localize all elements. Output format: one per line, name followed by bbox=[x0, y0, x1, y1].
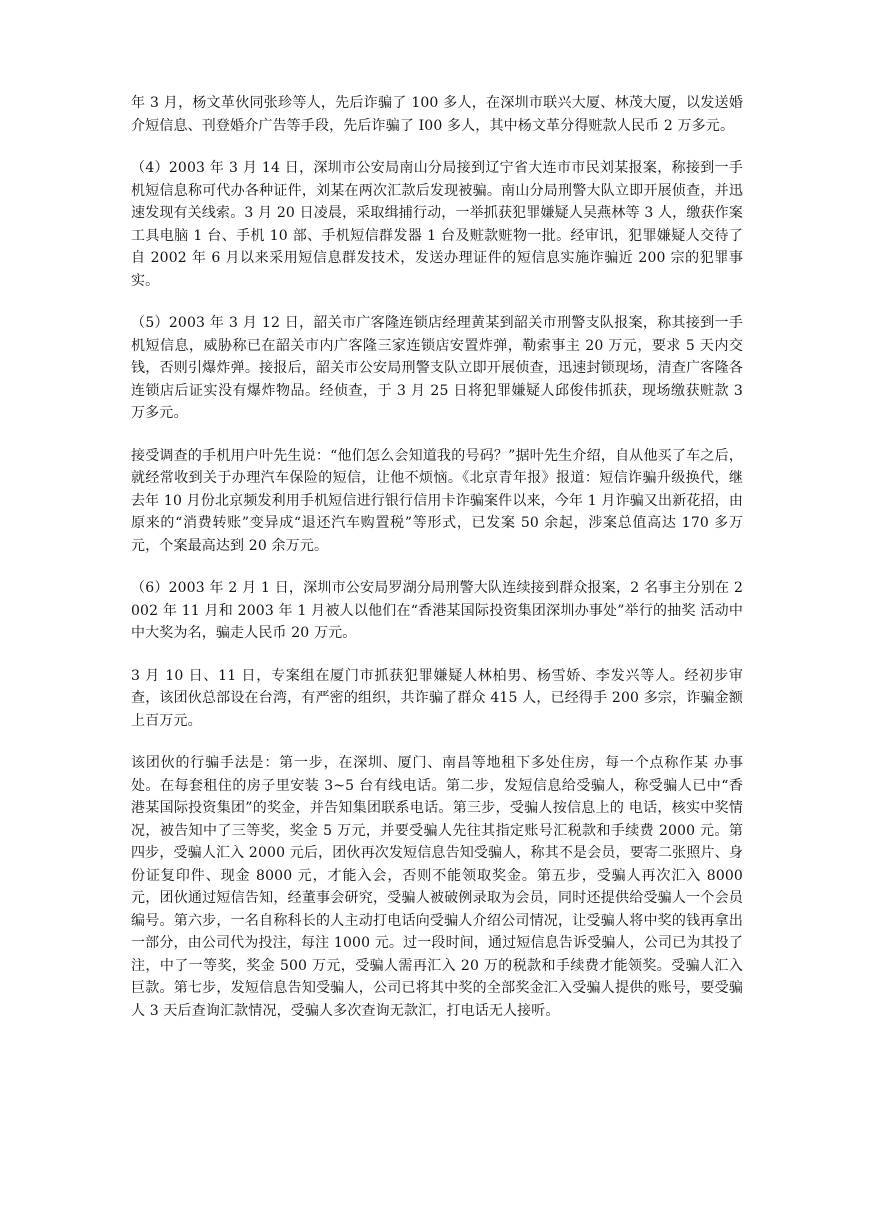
paragraph-1: 年 3 月，杨文革伙同张珍等人，先后诈骗了 100 多人，在深圳市联兴大厦、林茂大厦，以发送婚介短信息、刊登婚介广告等手段，先后诈骗了 I00 多人，其中杨文革分得赃款人民币 2 万多元。 bbox=[131, 95, 743, 134]
paragraph-2: （4）2003 年 3 月 14 日，深圳市公安局南山分局接到辽宁省大连市市民刘某报案，称接到一手机短信息称可代办各种证件，刘某在两次汇款后发现被骗。南山分局刑警大队立即开展侦查，并迅速发现有关线索。3 月 20 日凌晨，采取缉捕行动，一举抓获犯罪嫌疑人吴燕林等 3 人，缴获作案工具电脑 1 台、手机 10 部、手机短信群发器 1 台及赃款赃物一批。经审讯，犯罪嫌疑人交待了自 2002 年 6 月以来采用短信息群发技术，发送办理证件的短信息实施诈骗近 200 宗的犯罪事实。 bbox=[131, 160, 743, 289]
document-page bbox=[131, 92, 743, 1042]
paragraph-5: （6）2003 年 2 月 1 日，深圳市公安局罗湖分局刑警大队连续接到群众报案，2 名事主分别在 2002 年 11 月和 2003 年 1 月被人以他们在“香港某国际投资集团深圳办事处”举行的抽奖 活动中中大奖为名，骗走人民币 20 万元。 bbox=[131, 580, 743, 641]
paragraph-7: 该团伙的行骗手法是：第一步，在深圳、厦门、南昌等地租下多处住房，每一个点称作某 办事处。在每套租住的房子里安装 3~5 台有线电话。第二步，发短信息给受骗人，称受骗人已中“香港某国际投资集团”的奖金，并告知集团联系电话。第三步，受骗人按信息上的 电话，核实中奖情况，被告知中了三等奖，奖金 5 万元，并要受骗人先往其指定账号汇税款和手续费 2000 元。第四步，受骗人汇入 2000 元后，团伙再次发短信息告知受骗人，称其不是会员，要寄二张照片、身份证复印件、现金 8000 元，才能入会，否则不能领取奖金。第五步，受骗人再次汇入 8000 元，团伙通过短信告知，经董事会研究，受骗人被破例录取为会员，同时还提供给受骗人一个会员编号。第六步，一名自称科长的人主动打电话向受骗人介绍公司情况，让受骗人将中奖的钱再拿出一部分，由公司代为投注，每注 1000 元。过一段时间，通过短信息告诉受骗人，公司已为其投了注，中了一等奖，奖金 500 万元，受骗人需再汇入 20 万的税款和手续费才能领奖。受骗人汇入巨款。第七步，发短信息告知受骗人，公司已将其中奖的全部奖金汇入受骗人提供的账号，要受骗人 3 天后查询汇款情况，受骗人多次查询无款汇，打电话无人接听。 bbox=[131, 755, 743, 1019]
paragraph-4: 接受调查的手机用户叶先生说：“他们怎么会知道我的号码？”据叶先生介绍，自从他买了车之后，就经常收到关于办理汽车保险的短信，让他不烦恼。《北京青年报》报道：短信诈骗升级换代，继去年 10 月份北京频发利用手机短信进行银行信用卡诈骗案件以来，今年 1 月诈骗又出新花招，由原来的“消费转账”变异成“退还汽车购置税”等形式，已发案 50 余起，涉案总值高达 170 多万元，个案最高达到 20 余万元。 bbox=[131, 447, 743, 554]
paragraph-6: 3 月 10 日、11 日，专案组在厦门市抓获犯罪嫌疑人林柏男、杨雪娇、李发兴等人。经初步审查，该团伙总部设在台湾，有严密的组织，共诈骗了群众 415 人，已经得手 200 多宗，诈骗金额上百万元。 bbox=[131, 667, 743, 729]
paragraph-3: （5）2003 年 3 月 12 日，韶关市广客隆连锁店经理黄某到韶关市刑警支队报案，称其接到一手机短信息，威胁称已在韶关市内广客隆三家连锁店安置炸弹，勒索事主 20 万元，要求 5 天内交钱，否则引爆炸弹。接报后，韶关市公安局刑警支队立即开展侦查，迅速封锁现场，清查广客隆各连锁店后证实没有爆炸物品。经侦查，于 3 月 25 日将犯罪嫌疑人邱俊伟抓获，现场缴获赃款 3 万多元。 bbox=[131, 315, 743, 421]
